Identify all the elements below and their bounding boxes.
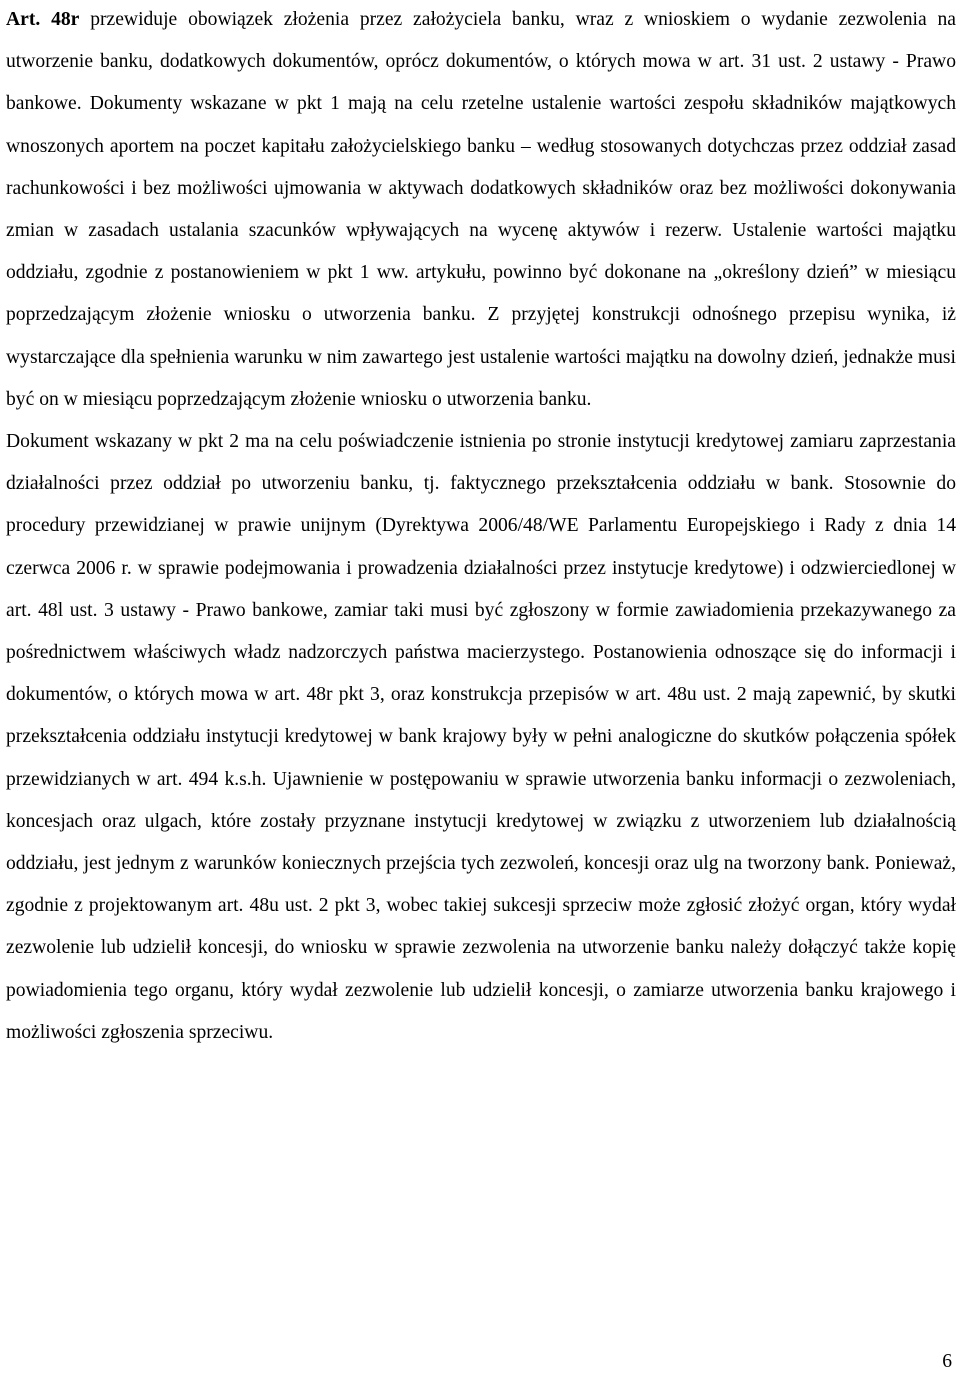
article-label: Art. 48r [6,9,80,30]
paragraph-text: Dokument wskazany w pkt 2 ma na celu poświadczenie istnienia po stronie instytucji kredytowej zamiaru zaprzestania działalności przez oddział po utworzeniu banku, tj. faktycznego przekształcenia oddziału w bank. Stosownie do procedury przewidzianej w prawie unijnym (Dyrektywa 2006/48/WE Parlamentu Europejskiego i Rady z dnia 14 czerwca 2006 r. w sprawie podejmowania i prowadzenia działalności przez instytucje kredytowe) i odzwierciedlonej w art. 48l ust. 3 ustawy - Prawo bankowe, zamiar taki musi być zgłoszony w formie zawiadomienia przekazywanego za pośrednictwem właściwych władz nadzorczych państwa macierzystego. Postanowienia odnoszące się do informacji i dokumentów, o których mowa w art. 48r pkt 3, oraz konstrukcja przepisów w art. 48u ust. 2 mają zapewnić, by skutki przekształcenia oddziału instytucji kredytowej w bank krajowy były w pełni analogiczne do skutków połączenia spółek przewidzianych w art. 494 k.s.h. Ujawnienie w postępowaniu w sprawie utworzenia banku informacji o zezwoleniach, koncesjach oraz ulgach, które zostały przyznane instytucji kredytowej w związku z utworzeniem lub działalnością oddziału, jest jednym z warunków koniecznych przejścia tych zezwoleń, koncesji oraz ulg na tworzony bank. Ponieważ, zgodnie z projektowanym art. 48u ust. 2 pkt 3, wobec takiej sukcesji sprzeciw może zgłosić złożyć organ, który wydał zezwolenie lub udzielił koncesji, do wniosku w sprawie zezwolenia na utworzenie banku należy dołączyć także kopię powiadomienia tego organu, który wydał zezwolenie lub udzielił koncesji, o zamiarze utworzenia banku krajowego i możliwości zgłoszenia sprzeciwu. [6,431,956,1043]
paragraph-art-48r [6,0,956,421]
document-page [6,0,956,1054]
paragraph-document-pkt-2 [6,421,956,1054]
paragraph-text: przewiduje obowiązek złożenia przez założyciela banku, wraz z wnioskiem o wydanie zezwolenia na utworzenie banku, dodatkowych dokumentów, oprócz dokumentów, o których mowa w art. 31 ust. 2 ustawy - Prawo bankowe. Dokumenty wskazane w pkt 1 mają na celu rzetelne ustalenie wartości zespołu składników majątkowych wnoszonych aportem na poczet kapitału założycielskiego banku – według stosowanych dotychczas przez oddział zasad rachunkowości i bez możliwości ujmowania w aktywach dodatkowych składników oraz bez możliwości dokonywania zmian w zasadach ustalania szacunków wpływających na wycenę aktywów i rezerw. Ustalenie wartości majątku oddziału, zgodnie z postanowieniem w pkt 1 ww. artykułu, powinno być dokonane na „określony dzień” w miesiącu poprzedzającym złożenie wniosku o utworzenia banku. Z przyjętej konstrukcji odnośnego przepisu wynika, iż wystarczające dla spełnienia warunku w nim zawartego jest ustalenie wartości majątku na dowolny dzień, jednakże musi być on w miesiącu poprzedzającym złożenie wniosku o utworzenia banku. [6,9,957,410]
page-number: 6 [942,1351,952,1372]
